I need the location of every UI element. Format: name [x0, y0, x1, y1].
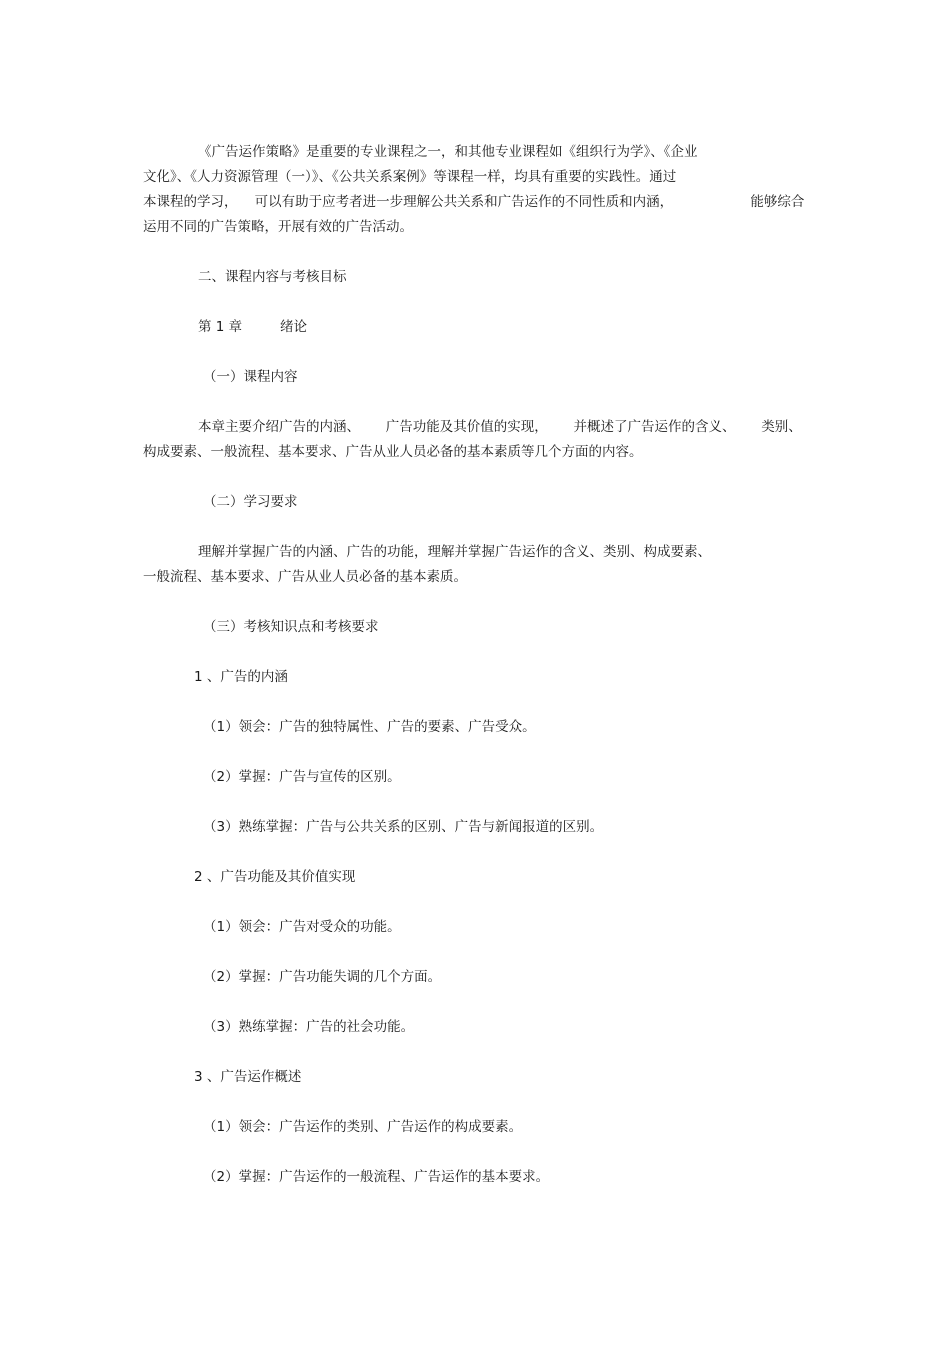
topic-item: （3）熟练掌握：广告与公共关系的区别、广告与新闻报道的区别。 — [203, 819, 604, 835]
content-text-line-1: 本章主要介绍广告的内涵、 广告功能及其价值的实现， 并概述了广告运作的含义、 类别、 — [198, 419, 802, 435]
assessment-heading: （三）考核知识点和考核要求 — [203, 619, 379, 635]
requirements-text-line-1: 理解并掌握广告的内涵、广告的功能，理解并掌握广告运作的含义、类别、构成要素、 — [198, 544, 711, 560]
topic-item: （2）掌握：广告与宣传的区别。 — [203, 769, 401, 785]
intro-line-2: 文化》、《人力资源管理（一）》、《公共关系案例》等课程一样，均具有重要的实践性。通过 — [143, 169, 677, 185]
requirements-heading: （二）学习要求 — [203, 494, 298, 510]
content-text-line-2: 构成要素、一般流程、基本要求、广告从业人员必备的基本素质等几个方面的内容。 — [143, 444, 643, 460]
intro-line-1: 《广告运作策略》是重要的专业课程之一，和其他专业课程如《组织行为学》、《企业 — [198, 144, 698, 160]
section-title: 二、课程内容与考核目标 — [198, 269, 347, 285]
topic-title: 1 、广告的内涵 — [194, 669, 288, 685]
topic-item: （1）领会：广告对受众的功能。 — [203, 919, 401, 935]
intro-line-4: 运用不同的广告策略，开展有效的广告活动。 — [143, 219, 413, 235]
chapter-title: 绪论 — [280, 319, 307, 335]
requirements-text-line-2: 一般流程、基本要求、广告从业人员必备的基本素质。 — [143, 569, 467, 585]
topic-item: （1）领会：广告的独特属性、广告的要素、广告受众。 — [203, 719, 536, 735]
topic-title: 2 、广告功能及其价值实现 — [194, 869, 356, 885]
chapter-number: 第 1 章 — [198, 319, 243, 335]
content-heading: （一）课程内容 — [203, 369, 298, 385]
topic-item: （2）掌握：广告运作的一般流程、广告运作的基本要求。 — [203, 1169, 550, 1185]
topic-item: （3）熟练掌握：广告的社会功能。 — [203, 1019, 415, 1035]
topic-item: （1）领会：广告运作的类别、广告运作的构成要素。 — [203, 1119, 523, 1135]
intro-line-3: 本课程的学习， 可以有助于应考者进一步理解公共关系和广告运作的不同性质和内涵， 能够综合 — [143, 194, 805, 210]
topic-title: 3 、广告运作概述 — [194, 1069, 302, 1085]
topic-item: （2）掌握：广告功能失调的几个方面。 — [203, 969, 442, 985]
